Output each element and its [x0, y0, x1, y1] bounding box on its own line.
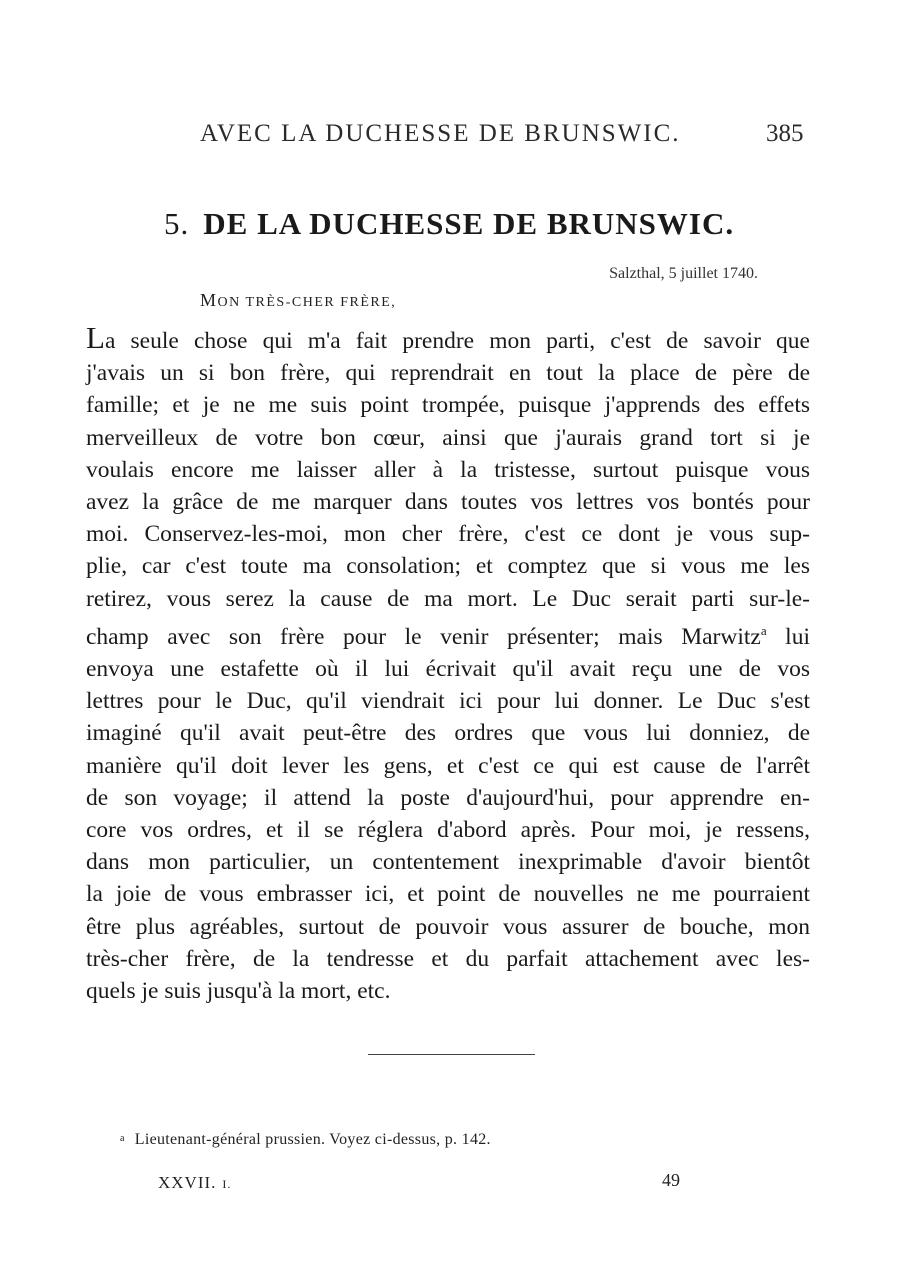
footnote-reference: a: [760, 622, 767, 638]
running-title: AVEC LA DUCHESSE DE BRUNSWIC.: [200, 120, 681, 147]
letter-line-text: a seule chose qui m'a fait prendre mon parti, c'est de savoir que: [104, 328, 810, 354]
letter-line: dans mon particulier, un contentement inexprimable d'avoir bientôt: [86, 849, 810, 876]
letter-title: DE LA DUCHESSE DE BRUNSWIC.: [203, 206, 735, 241]
letter-line: retirez, vous serez la cause de ma mort. Le Duc serait parti sur-le-: [86, 585, 810, 612]
drop-cap: L: [86, 320, 105, 355]
salutation-initial: M: [200, 290, 218, 310]
gathering-number: 49: [662, 1170, 680, 1190]
salutation-rest: ON TRÈS-CHER FRÈRE,: [217, 295, 397, 310]
salutation: [200, 290, 396, 311]
letter-line: de son voyage; il attend la poste d'aujourd'hui, pour apprendre en-: [86, 784, 810, 811]
footnote: [120, 1131, 491, 1149]
letter-line: [86, 615, 810, 653]
letter-line: quels je suis jusqu'à la mort, etc.: [86, 978, 391, 1005]
letter-line: la joie de vous embrasser ici, et point de nouvelles ne me pourraient: [86, 881, 810, 908]
letter-line: j'avais un si bon frère, qui reprendrait en tout la place de père de: [86, 360, 810, 387]
footnote-text: Lieutenant-général prussien. Voyez ci-dessus, p. 142.: [134, 1131, 491, 1148]
letter-line: être plus agréables, surtout de pouvoir vous assurer de bouche, mon: [86, 913, 810, 940]
letter-line: moi. Conservez-les-moi, mon cher frère, c'est ce dont je vous sup-: [86, 521, 810, 548]
letter-line: imaginé qu'il avait peut-être des ordres que vous lui donniez, de: [86, 720, 810, 747]
letter-line: lettres pour le Duc, qu'il viendrait ici pour lui donner. Le Duc s'est: [86, 688, 810, 715]
letter-line: manière qu'il doit lever les gens, et c'est ce qui est cause de l'arrêt: [86, 752, 810, 779]
letter-line-text: champ avec son frère pour le venir présenter; mais Marwitz: [86, 623, 761, 650]
letter-line: core vos ordres, et il se réglera d'abord après. Pour moi, je ressens,: [86, 817, 810, 844]
page-number: 385: [766, 120, 804, 147]
signature-volume: XXVII.: [158, 1173, 217, 1192]
dateline: Salzthal, 5 juillet 1740.: [609, 265, 758, 282]
letter-line: merveilleux de votre bon cœur, ainsi que j'aurais grand tort si je: [86, 424, 810, 451]
letter-line: plie, car c'est toute ma consolation; et comptez que si vous me les: [86, 553, 810, 580]
printer-signature: [158, 1173, 231, 1193]
letter-line-text: lui: [766, 623, 810, 650]
letter-line: très-cher frère, de la tendresse et du parfait attachement avec les-: [86, 945, 810, 972]
section-rule: [368, 1054, 535, 1055]
letter-heading: [164, 206, 734, 242]
footnote-mark: a: [120, 1133, 125, 1144]
letter-body: [86, 322, 810, 1007]
running-head: [0, 120, 900, 152]
letter-line: [86, 322, 810, 357]
signature-part: I.: [222, 1177, 232, 1191]
letter-line: avez la grâce de me marquer dans toutes vos lettres vos bontés pour: [86, 489, 810, 516]
letter-line: voulais encore me laisser aller à la tristesse, surtout puisque vous: [86, 456, 810, 483]
letter-number: 5.: [164, 206, 190, 241]
letter-line: famille; et je ne me suis point trompée, puisque j'apprends des effets: [86, 392, 810, 419]
letter-line: envoya une estafette où il lui écrivait qu'il avait reçu une de vos: [86, 656, 810, 683]
